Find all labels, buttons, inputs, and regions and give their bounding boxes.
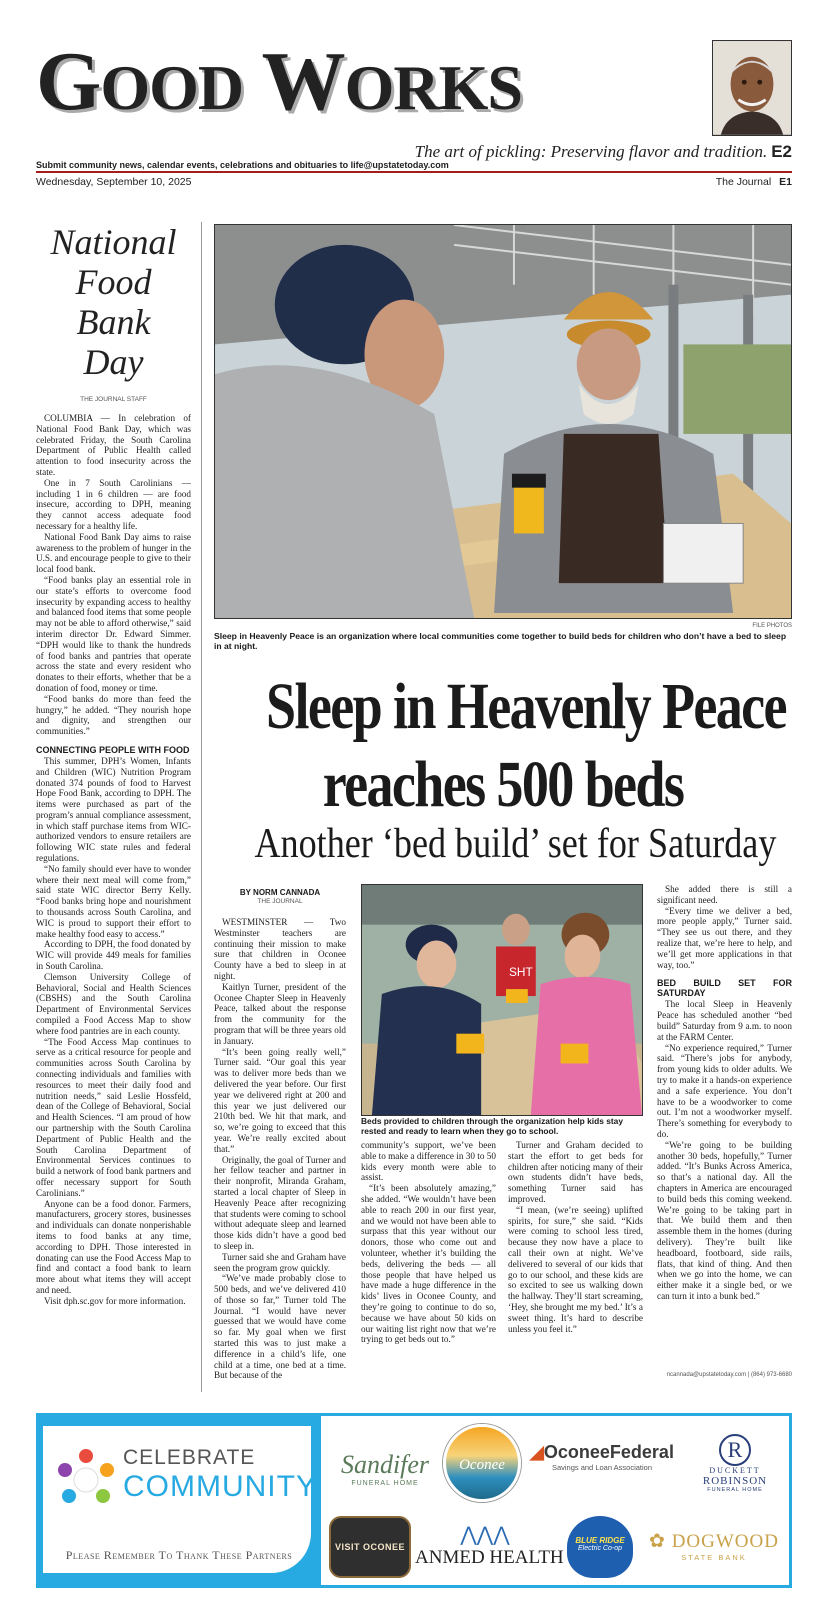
sponsor-sandifer[interactable]: Sandifer FUNERAL HOME (340, 1450, 430, 1487)
sponsor-banner (36, 1413, 792, 1588)
inside-teaser[interactable]: The art of pickling: Preserving flavor and tradition. E2 (414, 142, 792, 161)
sponsor-anmed-health[interactable]: ⋀⋀⋀ ANMED HEALTH (415, 1524, 564, 1568)
community-label: COMMUNITY (123, 1470, 317, 1503)
sponsor-oconee-county[interactable]: Oconee (443, 1424, 521, 1502)
story-column-3: Turner and Graham decided to start the effort to get beds for children after noticing many of their own students didn’t have beds, something Turner said has improved. “I mean, (we’re seeing) uplifted spirits, for sure,” she said. “Kids were coming to school less tired, because they now have a place to call their own at night. We’ve delivered to several of our kids that go to our school, and these kids are so excited to see us walking down the hallway. They’ll start screaming, ‘Hey, she brought me my bed.’ It’s a sweet thing. It’s hard to describe unless you feel it.” (508, 1140, 643, 1334)
sidebar-subhead: CONNECTING PEOPLE WITH FOOD (36, 744, 190, 755)
sponsor-dogwood-state-bank[interactable]: ✿ DOGWOOD STATE BANK (649, 1531, 779, 1562)
secondary-photo-caption: Beds provided to children through the organization help kids stay rested and ready to learn when they go to school. (361, 1116, 623, 1136)
story-subhead: BED BUILD SET FOR SATURDAY (657, 978, 792, 999)
story-byline: BY NORM CANNADA (239, 888, 321, 897)
sponsor-oconee-federal[interactable]: ◢OconeeFederal Savings and Loan Association (530, 1442, 674, 1472)
sponsor-duckett-robinson[interactable]: R DUCKETT ROBINSON FUNERAL HOME (685, 1434, 785, 1493)
story-column-2: community’s support, we’ve been able to make a difference in 30 to 50 kids every month were able to assist. “It’s been absolutely amazing,” she added. “We wouldn’t have been able to reach 200 in our first year, and we would not have been able to surpass that this year without our donors, those who come out and volunteer, whether it’s building the beds, delivering the beds — all those people that have helped us have made a huge difference in the kids’ lives in Oconee County, and they’re going to continue to do so, because we have about 50 kids on our waiting list right now that we’re trying to get beds out to.” (361, 1140, 496, 1345)
columnist-photo (712, 40, 792, 136)
main-photo-caption: Sleep in Heavenly Peace is an organization where local communities come together to build beds for children who don’t have a bed to sleep in at night. (214, 631, 787, 651)
main-photo (214, 224, 792, 619)
dogwood-flower-icon: ✿ (649, 1531, 666, 1552)
story-deck: Another ‘bed build’ set for Saturday (254, 821, 777, 867)
masthead (0, 0, 828, 200)
sidebar-headline: National Food Bank Day (50, 222, 177, 382)
thank-partners-label: Please Remember To Thank These Partners (65, 1548, 293, 1562)
celebrate-label: CELEBRATE (123, 1446, 256, 1469)
shirt-text: SHT (508, 965, 533, 980)
issue-date: Wednesday, September 10, 2025 (36, 176, 192, 188)
reporter-contact[interactable]: ncannada@upstatetoday.com | (864) 973-6680 (666, 1372, 792, 1378)
oconee-federal-mark: ◢ (530, 1442, 544, 1462)
story-column-1: WESTMINSTER — Two Westminster teachers are continuing their mission to make sure that children in Oconee County have a bed to sleep in at night. Kaitlyn Turner, president of the Oconee Chapter Sleep in Heavenly Peace, talked about the response from the community for the program that will be three years old in January. “It’s been going really well,” Turner said. “Our goal this year was to deliver more beds than we delivered the year before. Our first year we delivered right at 200 and this year we just delivered our 210th bed. We hit that mark, and so, we’re going to exceed that this year. We’re really excited about that.” Originally, the goal of Turner and her fellow teacher and partner in their nonprofit, Miranda Graham, started a local chapter of Sleep in Heavenly Peace after recognizing that students were coming to school without adequate sleep and learned those kids didn’t have a good bed to sleep in. Turner said she and Graham have seen the program grow quickly. “We’ve made probably close to 500 beds, and we’ve delivered 410 of those so far,” Turner told The Journal. “I would have never guessed that we would have come so far. My goal when we first started this was to just make a difference in a child’s life, one child at a time, one bed at a time. But because of the (214, 917, 346, 1381)
section-title: GOOD WORKS (36, 35, 522, 128)
story-headline: Sleep in Heavenly Peace reaches 500 beds (266, 670, 786, 821)
paper-name: The Journal E1 (715, 176, 792, 188)
banner-inner (43, 1426, 317, 1573)
sponsor-blue-ridge-electric[interactable]: BLUE RIDGE Electric Co-op (567, 1516, 633, 1578)
anmed-mark: ⋀⋀⋀ (460, 1524, 510, 1546)
sidebar-article (36, 222, 191, 1307)
column-divider (201, 222, 202, 1392)
submit-line: Submit community news, calendar events, celebrations and obituaries to life@upstatetoday.com (36, 160, 449, 170)
story-byline-outlet: THE JOURNAL (257, 898, 303, 905)
banner-panel (39, 1416, 321, 1585)
community-icon (51, 1444, 121, 1514)
photo-credit: FILE PHOTOS (752, 623, 792, 629)
story-column-4: She added there is still a significant need. “Every time we deliver a bed, more people apply,” Turner said. “They see us out there, and they realize that, we’re here to help, and we’ll get more applications in that way, too.” BED BUILD SET FOR SATURDAY The local Sleep in Heavenly Peace has scheduled another “bed build” Saturday from 9 a.m. to noon at the FARM Center. “No experience required,” Turner said. “There’s jobs for anybody, from young kids to older adults. We try to make it a hands-on experience and a safe experience. You don’t have to be a woodworker to come out. I’m not a woodworker myself. There’s something for everybody to do. “We’re going to be building another 30 beds, hopefully,” Turner added. “It’s Bunks Across America, so that’s a national day. All the chapters in America are encouraged to build beds this coming weekend. We’re going to be taking part in that. We build them and then assemble them in the homes (during delivery). They’re built like headboard, footboard, side rails, flats, that kind of thing. And then when we go into the home, we can either make it a single bed, or we can turn it into a bunk bed.” (657, 884, 792, 1301)
sponsor-visit-oconee[interactable]: VISIT OCONEE (329, 1516, 411, 1578)
secondary-photo (361, 884, 643, 1116)
sidebar-byline: THE JOURNAL STAFF (80, 396, 147, 403)
divider (36, 171, 792, 173)
sidebar-body: COLUMBIA — In celebration of National Food Bank Day, which was celebrated Friday, the South Carolina Department of Public Health called attention to food insecurity across the state. One in 7 South Carolinians — including 1 in 6 children — are food insecure, according to DPH, meaning they cannot access adequate food necessary for a healthy life. National Food Bank Day aims to raise awareness to the problem of hunger in the U.S. and encourage people to give to their local food bank. “Food banks play an essential role in our state’s efforts to overcome food insecurity by expanding access to healthy and balanced food items that some people may not be able to afford otherwise,” said interim director Dr. Edward Simmer. “DPH would like to thank the hundreds of food banks and pantries that operate across the state and every resident who donates to their efforts, whether that be a donation of food, money or time. “Food banks do more than feed the hungry,” he added. “They nourish hope and dignity, and strengthen our communities.” CONNECTING PEOPLE WITH FOOD This summer, DPH’s Women, Infants and Children (WIC) Nutrition Program donated 374 pounds of food to Harvest Hope Food Bank, according to DPH. The items were purchased as part of the program’s annual compliance assessment, in which staff purchase items from WIC-authorized vendors to ensure retailers are following WIC state rules and federal regulations. “No family should ever have to wonder where their next meal will come from,” said state WIC director Berry Kelly. “Food banks bring hope and nourishment to thousands across South Carolina, and WIC is proud to support their effort to make healthy food easy to access.” According to DPH, the food donated by WIC will provide 449 meals for families in South Carolina. Clemson University College of Behavioral, Social and Health Sciences (CBSHS) and the South Carolina Department of Environmental Services compiled a Food Access Map to show where food pantries are in each county. “The Food Access Map continues to serve as a critical resource for people and communities across South Carolina by connecting individuals and families with resources to meet their daily food and nutrition needs,” said Leslie Hossfeld, dean of the College of Behavioral, Social and Health Sciences. “I am proud of how our partnership with the South Carolina Department of Public Health and the South Carolina Department of Environmental Services continues to build a network of food bank partners and offer necessary support for South Carolinians.” Anyone can be a food donor. Farmers, manufacturers, grocery stores, businesses and individuals can donate nonperishable items to food banks at any time, according to DPH. Those interested in donating can use the Food Access Map to find and contact a food bank to learn more about what items they will accept and need. Visit dph.sc.gov for more information. (36, 413, 191, 1306)
